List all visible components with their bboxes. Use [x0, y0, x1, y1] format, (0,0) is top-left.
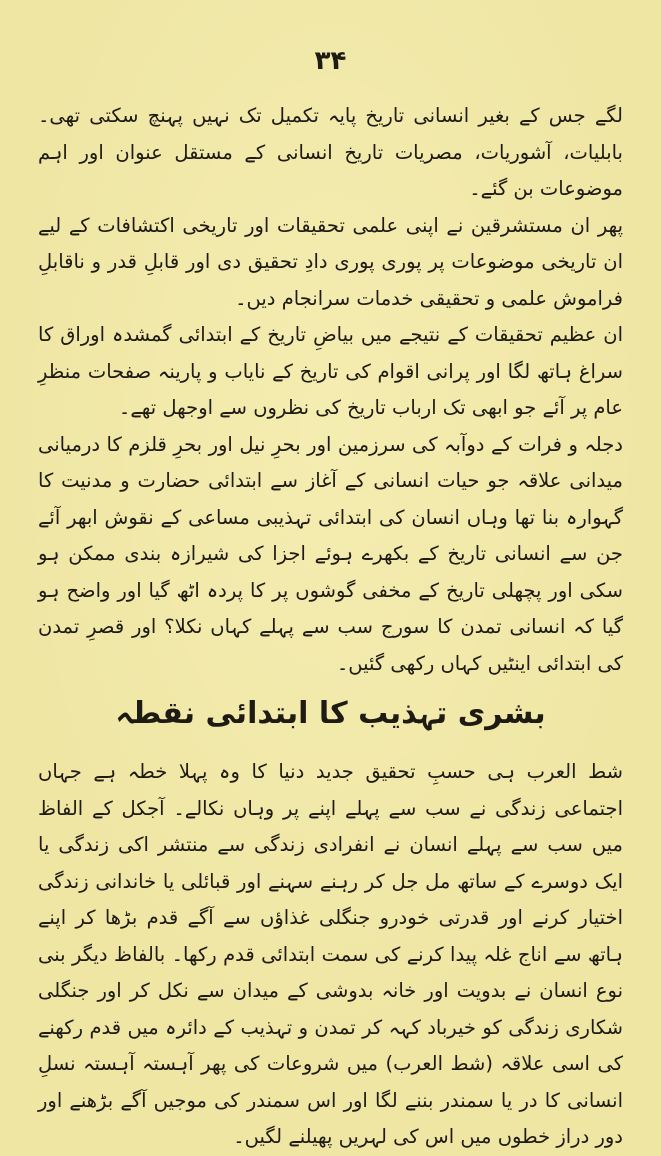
paragraph: شط العرب ہی حسبِ تحقیق جدید دنیا کا وہ پہلا خطہ ہے جہاں اجتماعی زندگی نے سب سے پہلے اپنے پر وہاں نکالے۔ آجکل کے الفاظ میں سب سے پہلے انسان نے انفرادی زندگی سے منتشر اکی زندگی یا ایک دوسرے کے ساتھ مل جل کر رہنے سہنے اور قبائلی یا خاندانی زندگی اختیار کرنے اور قدرتی خودرو جنگلی غذاؤں سے آگے قدم بڑھا کر اپنے ہاتھ سے اناج غلہ پیدا کرنے کی سمت ابتدائی قدم رکھا۔ بالفاظ دیگر بنی نوع انسان نے بدویت اور خانہ بدوشی کے میدان سے نکل کر اور جنگلی شکاری زندگی کو خیرباد کہہ کر تمدن و تہذیب کے دائرہ میں قدم رکھنے کی اسی علاقہ (شط العرب) میں شروعات کی پھر آہستہ آہستہ نسلِ انسانی کا در یا سمندر بننے لگا اور اس سمندر کی موجیں آگے بڑھنے اور دور دراز خطوں میں اس کی لہریں پھیلنے لگیں۔	[38, 760, 623, 1148]
paragraph: دجلہ و فرات کے دوآبہ کی سرزمین اور بحرِ نیل اور بحرِ قلزم کا درمیانی میدانی علاقہ جو حیات انسانی کے آغاز سے ابتدائی حضارت و مدنیت کا گہوارہ بنا تھا وہاں انسان کی ابتدائی تہذیبی مساعی کے نقوش ابھر آئے جن سے انسانی تاریخ کے بکھرے ہوئے اجزا کی شیرازہ بندی ممکن ہو سکی اور پچھلی تاریخ کے مخفی گوشوں پر کا پردہ اٹھ گیا اور واضح ہو گیا کہ انسانی تمدن کا سورج سب سے پہلے کہاں نکلا؟ اور قصرِ تمدن کی ابتدائی اینٹیں کہاں رکھی گئیں۔	[38, 432, 623, 675]
section-one-text	[38, 98, 623, 682]
paragraph: پھر ان مستشرقین نے اپنی علمی تحقیقات اور تاریخی اکتشافات کے لیے ان تاریخی موضوعات پر پوری پوری دادِ تحقیق دی اور قابلِ قدر و ناقابلِ فراموش علمی و تحقیقی خدمات سرانجام دیں۔	[38, 213, 623, 310]
section-two-text	[38, 754, 623, 1156]
page-number: ۳۴	[314, 46, 347, 76]
paragraph: لگے جس کے بغیر انسانی تاریخ پایہ تکمیل تک نہیں پہنچ سکتی تھی۔ بابلیات، آشوریات، مصریات تاریخ انسانی کے مستقل عنوان اور اہم موضوعات بن گئے۔	[38, 104, 623, 200]
section-heading: بشری تہذیب کا ابتدائی نقطہ	[115, 696, 546, 731]
paragraph: ان عظیم تحقیقات کے نتیجے میں بیاضِ تاریخ کے ابتدائی گمشدہ اوراق کا سراغ ہاتھ لگا اور پرانی اقوام کی تاریخ کے نایاب و پارینہ صفحات منظرِ عام پر آئے جو ابھی تک ارباب تاریخ کی نظروں سے اوجھل تھے۔	[38, 323, 623, 419]
